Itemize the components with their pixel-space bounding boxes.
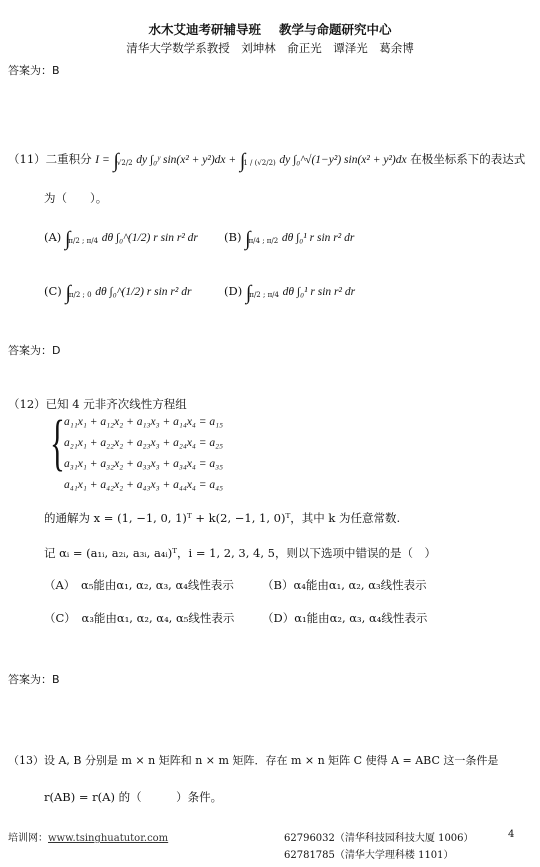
q12-general-solution: 的通解为 x = (1, −1, 0, 1)ᵀ + k(2, −1, 1, 0)ᵀ，其中 k 为任意常数. — [44, 511, 401, 525]
q12-equation-3: a₃₁x₁ + a₃₂x₂ + a₃₃x₃ + a₃₄x₄ = a₃₅ — [64, 458, 224, 470]
q12-equation-2: a₂₁x₁ + a₂₂x₂ + a₂₃x₃ + a₂₄x₄ = a₂₅ — [64, 437, 224, 449]
q11-limits2: 1 / (√2/2) — [243, 159, 276, 167]
q12-answer: 答案为：B — [8, 673, 60, 686]
q11-prefix: （11）二重积分 — [8, 152, 92, 166]
q12-option-a: （A） α₅能由α₁, α₂, α₃, α₄线性表示 — [44, 578, 234, 592]
q11-option-b: (B) ∫π/4 ; π/2 dθ ∫₀¹ r sin r² dr — [224, 228, 355, 250]
q11-suffix: 在极坐标系下的表达式 — [410, 152, 526, 166]
header-right: 教学与命题研究中心 — [279, 22, 392, 37]
q11-answer: 答案为：D — [8, 344, 61, 357]
q11-option-a: (A) ∫π/2 ; π/4 dθ ∫₀^(1/2) r sin r² dr — [44, 228, 198, 250]
footer-phone-2: 62781785（清华大学理科楼 1101） — [284, 850, 454, 861]
q11-expr-i: I = — [95, 154, 110, 166]
q11-stem: （11）二重积分 I = ∫√2/2 dy ∫₀ʸ sin(x² + y²)dx + ∫1 / (√2/2) dy ∫₀^√(1−y²) sin(x² + y²)dx 在极坐标系下的表达式 — [8, 150, 526, 172]
q11-expr-part1: dy ∫₀ʸ sin(x² + y²)dx + — [136, 154, 237, 166]
footer-site-label: 培训网： — [8, 833, 48, 844]
q12-option-b: （B）α₄能由α₁, α₂, α₃线性表示 — [262, 578, 427, 592]
q12-equation-1: a₁₁x₁ + a₁₂x₂ + a₁₃x₃ + a₁₄x₄ = a₁₅ — [64, 416, 224, 428]
footer-site-link[interactable]: www.tsinghuatutor.com — [48, 833, 169, 844]
q11-stem-line2: 为（ ）。 — [44, 191, 108, 205]
page-header-title — [0, 20, 540, 38]
q12-stem: （12）已知 4 元非齐次线性方程组 — [8, 397, 187, 411]
footer-site — [8, 829, 168, 844]
q11-expr-part2: dy ∫₀^√(1−y²) sin(x² + y²)dx — [279, 154, 407, 166]
q13-line2: r(AB) = r(A) 的（ ）条件。 — [44, 790, 223, 804]
q11-option-c: (C) ∫π/2 ; 0 dθ ∫₀^(1/2) r sin r² dr — [44, 282, 192, 304]
q12-option-d: （D）α₁能由α₂, α₃, α₄线性表示 — [262, 611, 428, 625]
answer-previous: 答案为：B — [8, 64, 60, 77]
q11-option-d: (D) ∫π/2 ; π/4 dθ ∫₀¹ r sin r² dr — [224, 282, 356, 304]
header-authors: 清华大学数学系教授 刘坤林 俞正光 谭泽光 葛余博 — [126, 41, 414, 55]
q12-notation: 记 αᵢ = (a₁ᵢ, a₂ᵢ, a₃ᵢ, a₄ᵢ)ᵀ，i = 1, 2, 3, 4, 5，则以下选项中错误的是（ ） — [44, 546, 436, 560]
q12-option-c: （C） α₃能由α₁, α₂, α₄, α₅线性表示 — [44, 611, 235, 625]
page-number: 4 — [508, 829, 515, 840]
equation-system-brace: { — [50, 409, 65, 477]
q13-line1: （13）设 A, B 分别是 m × n 矩阵和 n × m 矩阵．存在 m × n 矩阵 C 使得 A = ABC 这一条件是 — [8, 754, 499, 767]
header-left: 水木艾迪考研辅导班 — [148, 22, 261, 37]
q12-equation-4: a₄₁x₁ + a₄₂x₂ + a₄₃x₃ + a₄₄x₄ = a₄₅ — [64, 479, 224, 491]
q11-upper-limit: √2/2 — [116, 159, 133, 167]
footer-phone-1: 62796032（清华科技园科技大厦 1006） — [284, 833, 474, 844]
